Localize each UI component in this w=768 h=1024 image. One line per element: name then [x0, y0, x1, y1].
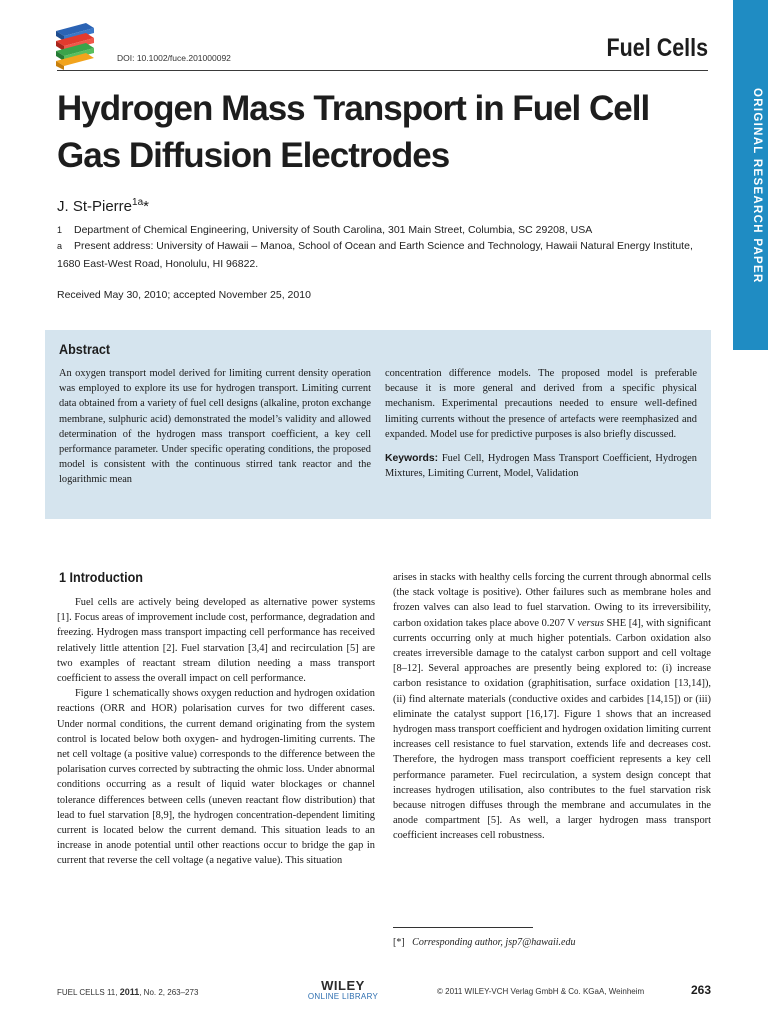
- journal-name: Fuel Cells: [606, 34, 708, 62]
- affiliation-text: 1680 East-West Road, Honolulu, HI 96822.: [57, 258, 259, 270]
- affiliation-text: Present address: University of Hawaii – Manoa, School of Ocean and Earth Science and Technology, Hawaii Natural Energy Institute,: [74, 240, 693, 252]
- body-text-italic: versus: [577, 617, 604, 629]
- corresponding-author-star: *: [143, 198, 149, 215]
- footer-issue: , No. 2, 263–273: [139, 988, 199, 997]
- footnote: [393, 937, 575, 948]
- footer-copyright: © 2011 WILEY-VCH Verlag GmbH & Co. KGaA, Weinheim: [437, 987, 645, 996]
- footnote-rule: [393, 927, 533, 928]
- affiliation: [57, 222, 707, 238]
- abstract-paragraph: An oxygen transport model derived for limiting current density operation was employed to explore its use for hydrogen transport. Limiting current data obtained from a variety of fuel cell designs (alkaline, proton exchange membrane, sulphuric acid) demonstrated the model’s validity and allowed determination of the hydrogen mass transport coefficient, a key cell performance parameter. Under specific operating conditions, the proposed model is consistent with the continuous stirred tank reactor and the logarithmic mean: [59, 368, 371, 486]
- publisher-logo: [293, 978, 393, 1001]
- affiliation: [57, 256, 707, 272]
- affiliation-text: Department of Chemical Engineering, University of South Carolina, 301 Main Street, Columbia, SC 29208, USA: [74, 224, 593, 236]
- abstract-text-left: [59, 366, 371, 488]
- author-name: J. St-Pierre: [57, 198, 133, 215]
- keywords-list: Fuel Cell, Hydrogen Mass Transport Coefficient, Hydrogen Mixtures, Limiting Current, Model, Validation: [385, 453, 697, 480]
- footnote-text: Corresponding author, jsp7@hawaii.edu: [412, 937, 576, 948]
- body-paragraph: Figure 1 schematically shows oxygen reduction and hydrogen oxidation reactions (ORR and HOR) polarisation curves for two different cases. Under normal conditions, the current demand originating from the system control is located below both oxygen- and hydrogen-limiting currents. The net cell voltage (a positive value) corresponds to the difference between the polarisation curves corrected by subtracting the ohmic loss. Under abnormal conditions occurring as a result of liquid water blockages or channel tolerance differences between cells (uneven reactant flow distribution) that lead to fuel starvation [8,9], the hydrogen concentration-dependent limiting current is located below the current demand. This situation leads to an increase in anode potential until other reactions occur to bridge the gap in current that reverse the cell voltage (a negative value). This situation: [57, 688, 375, 867]
- footer-citation: [57, 987, 198, 997]
- abstract-heading: Abstract: [59, 341, 111, 357]
- affiliation-mark: a: [57, 241, 63, 251]
- footnote-mark: [*]: [393, 937, 405, 948]
- author-affiliation-marks: 1a: [132, 197, 144, 208]
- body-paragraph: [393, 570, 711, 844]
- keywords-label: Keywords:: [385, 453, 439, 465]
- abstract-paragraph: concentration difference models. The proposed model is preferable because it is more general and derived from a specific physical mechanism. Experimental precautions needed to ensure well-defined limiting currents without the presence of artefacts were reemphasized and expanded. Model use for predictive purposes is also briefly discussed.: [385, 368, 697, 440]
- publisher-subtitle: ONLINE LIBRARY: [307, 992, 379, 1001]
- journal-logo-icon: [52, 20, 98, 70]
- header-rule: [57, 70, 708, 71]
- keywords: [385, 451, 697, 481]
- body-text: SHE [4], with significant currents occurring only at much higher potentials. Carbon oxidation also creates irreversible damage to the catalyst carbon support and cell voltage [8–12]. Several approaches are presently being explored to: (i) increase carbon resistance to oxidation (graphitisation, surface oxidation [13,14]), (ii) find alternate materials (conductive oxides and carbides [14,15]) or (iii) eliminate the catalyst support [16,17]. Figure 1 shows that an increased hydrogen mass transport coefficient and hydrogen oxidation limiting current increases cell resistance to fuel starvation, extends life and decreases cost. Therefore, the hydrogen mass transport coefficient represents a key cell performance parameter. Fuel recirculation, a system design concept that increases hydrogen utilisation, also contributes to the fuel starvation risk because nitrogen diffuses through the membrane and accumulates in the anode compartment [5]. As well, a larger hydrogen mass transport coefficient increases cell robustness.: [393, 617, 711, 842]
- abstract-text-right: [385, 366, 697, 481]
- body-column-left: [57, 595, 375, 869]
- article-title: Hydrogen Mass Transport in Fuel Cell Gas Diffusion Electrodes: [57, 89, 650, 175]
- received-dates: Received May 30, 2010; accepted November 25, 2010: [57, 289, 311, 301]
- page-number: 263: [690, 983, 711, 997]
- footer-journal: FUEL CELLS 11,: [57, 988, 120, 997]
- body-paragraph: Fuel cells are actively being developed as alternative power systems [1]. Focus areas of improvement include cost, performance, degradation and freezing. Hydrogen mass transport impacting cell performance has received relatively little attention [2]. Fuel starvation [3,4] and recirculation [5] are two examples of reactant stream dilution needing a mass transport coefficient to assess the overall impact on cell performance.: [57, 597, 375, 685]
- affiliation-mark: 1: [57, 225, 63, 235]
- article-type-label: ORIGINAL RESEARCH PAPER: [751, 88, 763, 284]
- doi-text: DOI: 10.1002/fuce.201000092: [117, 53, 231, 63]
- publisher-name: WILEY: [321, 978, 365, 993]
- affiliation: [57, 238, 707, 254]
- body-column-right: [393, 570, 711, 844]
- author-line: [57, 197, 149, 215]
- body-text: arises in stacks with healthy cells forcing the current through abnormal cells (the stack voltage is positive). Other failures such as membrane holes and frozen valves can also lead to fuel starvation. Owing to its irreversibility, carbon oxidation takes place above 0.207 V: [393, 572, 711, 629]
- section-heading: 1 Introduction: [59, 569, 143, 585]
- footer-year: 2011: [119, 987, 140, 997]
